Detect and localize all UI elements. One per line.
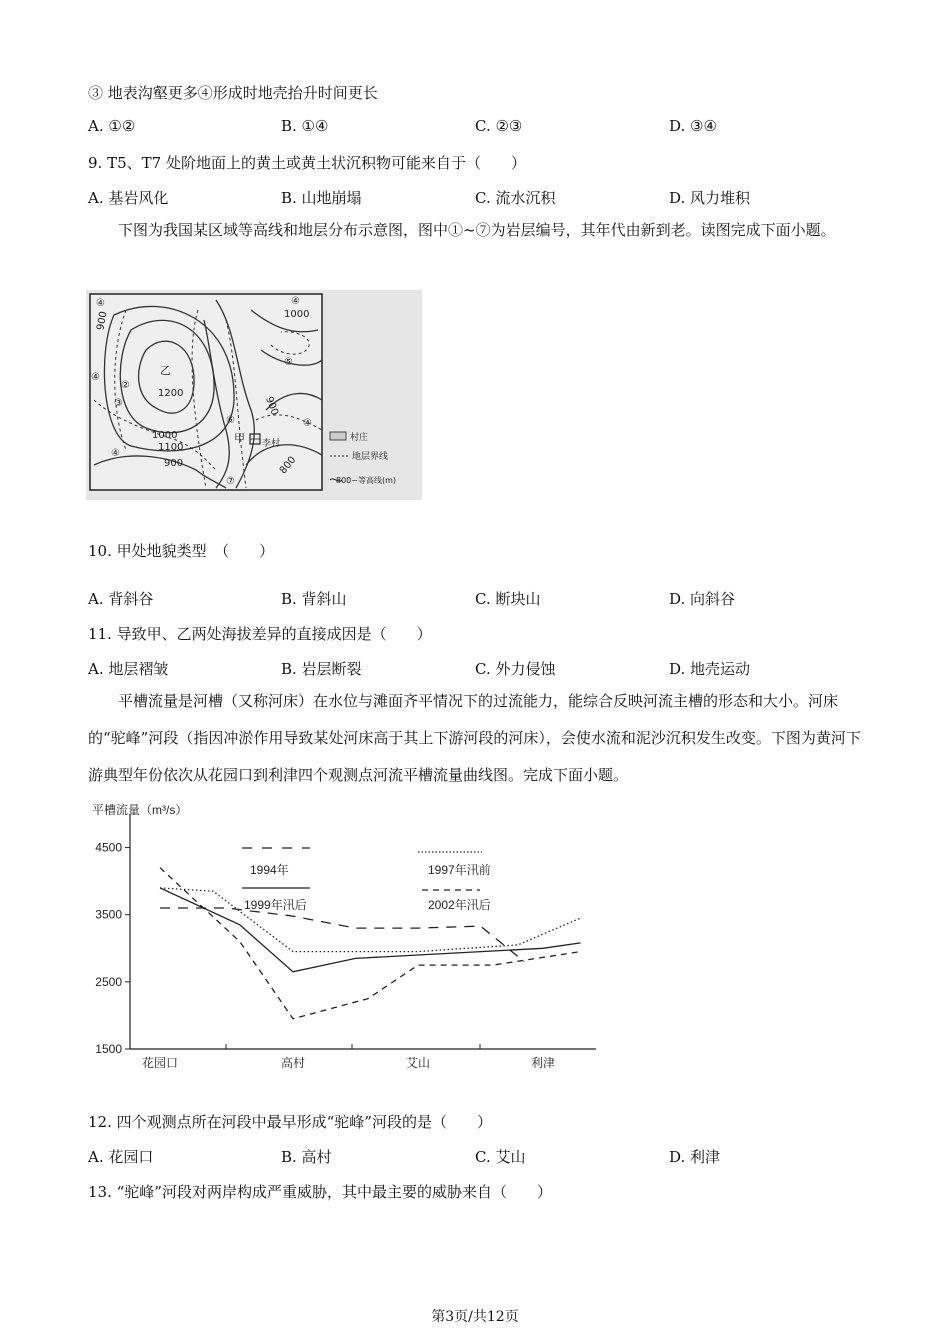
q8-option-d: D. ③④ [669,117,717,135]
q11-stem: 11. 导致甲、乙两处海拔差异的直接成因是（ ） [88,625,432,643]
legend-label-1994: 1994年 [250,863,289,877]
contour-label: 1200 [158,388,184,399]
q8-option-b: B. ①④ [281,117,329,135]
stratum-label: ④ [291,296,300,307]
contour-map [86,290,422,500]
q8-options [88,117,888,141]
y-tick-label: 3500 [95,907,122,922]
series-line-3 [160,888,581,972]
legend-contour: 800~等高线(m) [336,476,397,485]
q11-option-d: D. 地壳运动 [669,660,751,678]
q12-stem: 12. 四个观测点所在河段中最早形成“驼峰”河段的是（ ） [88,1113,492,1131]
contour-label: 1000 [152,430,178,441]
q9-option-d: D. 风力堆积 [669,189,751,207]
stratum-label: ⑦ [226,476,235,487]
q11-options [88,658,888,682]
q11-option-b: B. 岩层断裂 [281,660,362,678]
river-intro [88,683,868,794]
chart-ylabel: 平槽流量（m³/s） [92,803,188,817]
flow-chart [88,800,608,1080]
y-tick-label: 1500 [95,1042,122,1056]
q9-option-b: B. 山地崩塌 [281,189,362,207]
contour-map-svg [86,290,422,500]
q10-option-d: D. 向斜谷 [669,590,736,608]
legend-label-2002: 2002年汛后 [428,898,491,912]
q10-option-b: B. 背斜山 [281,590,347,608]
stratum-label: ③ [114,398,123,409]
q12-option-a: A. 花园口 [88,1148,154,1166]
series-line-2 [160,888,581,952]
x-tick-label: 利津 [530,1056,556,1070]
q12-options [88,1146,888,1170]
contour-label: 800 [277,454,299,477]
stratum-label: ④ [96,298,105,309]
q10-options [88,588,888,612]
q9-stem: 9. T5、T7 处阶地面上的黄土或黄土状沉积物可能来自于（ ） [88,154,526,172]
q13-stem: 13. “驼峰”河段对两岸构成严重威胁，其中最主要的威胁来自（ ） [88,1183,552,1201]
map-intro-text: 下图为我国某区域等高线和地层分布示意图，图中①~⑦为岩层编号，其年代由新到老。读图完成下面小题。 [118,221,836,239]
place-label-yi: 乙 [160,364,171,377]
x-tick-label: 艾山 [405,1056,431,1070]
series-line-4 [160,868,581,1019]
legend-label-1999: 1999年汛后 [244,898,307,912]
legend-village: 村庄 [350,433,369,443]
stratum-label: ⑤ [284,357,293,368]
q8-option-a: A. ①② [88,117,136,135]
stratum-label: ② [121,380,130,391]
flow-chart-svg [88,800,608,1080]
page-footer: 第3页/共12页 [431,1309,519,1325]
q11-option-a: A. 地层褶皱 [88,660,169,678]
q8-option-c: C. ②③ [475,117,523,135]
river-intro-text: 平槽流量是河槽（又称河床）在水位与滩面齐平情况下的过流能力，能综合反映河流主槽的形态和大小。河床的“驼峰”河段（指因冲淤作用导致某处河床高于其上下游河段的河床），会使水流和泥沙沉积发生改变。下图为黄河下游典型年份依次从花园口到利津四个观测点河流平槽流量曲线图。完成下面小题。 [88,692,861,784]
q9-option-c: C. 流水沉积 [475,189,556,207]
contour-label: 900 [95,310,110,332]
legend-boundary: 地层界线 [352,452,389,462]
contour-label: 900 [263,395,280,417]
q11-option-c: C. 外力侵蚀 [475,660,556,678]
contour-label: 1100 [158,442,184,453]
stratum-label: ④ [111,448,120,459]
stratum-label: ⑥ [226,415,235,426]
q9-options [88,187,888,211]
contour-label: 1000 [284,309,310,320]
stratum-label: ④ [303,418,312,429]
contour-label: 900 [164,458,184,469]
x-tick-label: 花园口 [141,1056,179,1070]
q10-stem: 10. 甲处地貌类型 （ ） [88,542,275,560]
q10-option-a: A. 背斜谷 [88,590,154,608]
x-tick-label: 高村 [280,1056,306,1070]
y-tick-label: 2500 [95,974,122,989]
legend-label-1997: 1997年汛前 [428,863,491,877]
q12-option-d: D. 利津 [669,1148,721,1166]
y-tick-label: 4500 [95,840,122,855]
q9-option-a: A. 基岩风化 [88,189,169,207]
place-label-jia: 甲 [234,432,245,445]
q12-option-b: B. 高村 [281,1148,332,1166]
q12-option-c: C. 艾山 [475,1148,526,1166]
stratum-label: ④ [91,372,100,383]
village-label: 李村 [262,439,281,449]
map-intro [88,212,868,249]
series-line-1 [160,908,524,962]
q10-option-c: C. 断块山 [475,590,541,608]
q8-option-line: ③ 地表沟壑更多④形成时地壳抬升时间更长 [88,84,378,102]
